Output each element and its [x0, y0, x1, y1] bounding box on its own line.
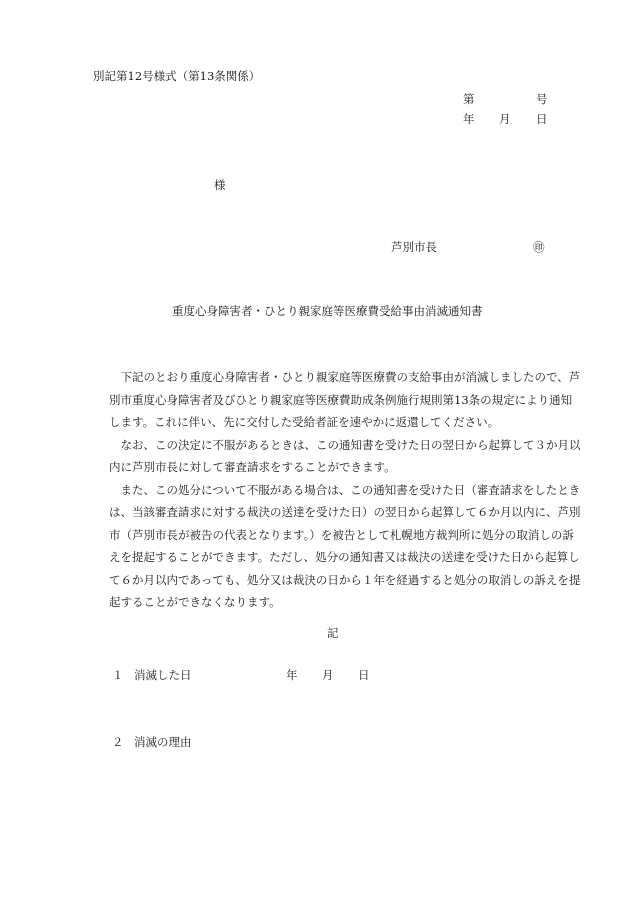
- document-number-prefix: 第: [463, 92, 475, 106]
- body-paragraph: 下記のとおり重度心身障害者・ひとり親家庭等医療費の支給事由が消滅しましたので、芦別市重度心身障害者及びひとり親家庭等医療費助成条例施行規則第13条の規定により通知します。これに伴い、先に交付した受給者証を速やかに返還してください。: [109, 370, 581, 429]
- issue-date-year: 年: [463, 112, 475, 126]
- item-number: ２: [112, 735, 124, 749]
- item-label: 消滅の理由: [134, 735, 192, 749]
- item-date-year: 年: [286, 668, 298, 682]
- document-number-suffix: 号: [536, 92, 548, 106]
- issue-date-day: 日: [536, 112, 548, 126]
- document-body: [109, 366, 581, 614]
- addressee-honorific: 様: [214, 178, 226, 192]
- item-date-day: 日: [358, 668, 370, 682]
- item-number: １: [112, 668, 124, 682]
- document-title: 重度心身障害者・ひとり親家庭等医療費受給事由消滅通知書: [172, 304, 483, 318]
- seal-icon: ㊞: [533, 240, 545, 254]
- sender-title: 芦別市長: [391, 240, 437, 254]
- ki-heading: 記: [327, 626, 339, 640]
- item-label: 消滅した日: [134, 668, 192, 682]
- issue-date-month: 月: [499, 112, 511, 126]
- body-paragraph: なお、この決定に不服があるときは、この通知書を受けた日の翌日から起算して３か月以内に芦別市長に対して審査請求をすることができます。: [109, 437, 581, 474]
- item-date-month: 月: [322, 668, 334, 682]
- body-paragraph: また、この処分について不服がある場合は、この通知書を受けた日（審査請求をしたときは、当該審査請求に対する裁決の送達を受けた日）の翌日から起算して６か月以内に、芦別市（芦別市長が被告の代表となります。）を被告として札幌地方裁判所に処分の取消しの訴えを提起することができます。ただし、処分の通知書又は裁決の送達を受けた日から起算して６か月以内であっても、処分又は裁決の日から１年を経過すると処分の取消しの訴えを提起することができなくなります。: [109, 482, 581, 609]
- form-label: 別記第12号様式（第13条関係）: [93, 69, 261, 83]
